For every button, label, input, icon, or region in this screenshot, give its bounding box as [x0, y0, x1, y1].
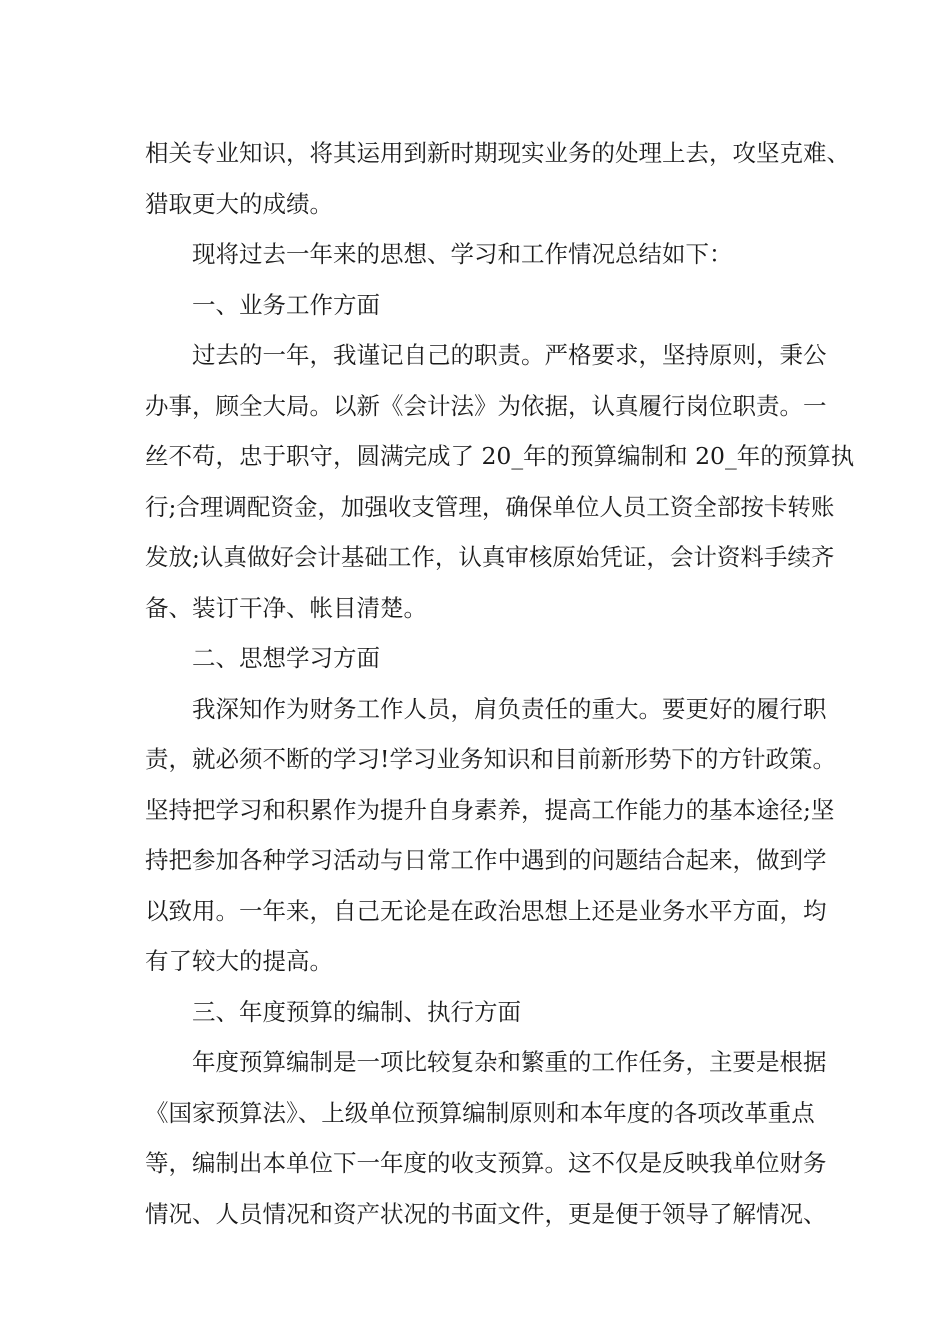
paragraph-line: 发放;认真做好会计基础工作，认真审核原始凭证，会计资料手续齐: [145, 543, 835, 571]
paragraph-line: 相关专业知识，将其运用到新时期现实业务的处理上去，攻坚克难、: [145, 139, 850, 167]
paragraph-line: 有了较大的提高。: [145, 947, 333, 975]
paragraph-line: 年度预算编制是一项比较复杂和繁重的工作任务，主要是根据: [192, 1048, 827, 1076]
paragraph-line: 行;合理调配资金，加强收支管理，确保单位人员工资全部按卡转账: [145, 492, 835, 521]
paragraph-line: 责，就必须不断的学习!学习业务知识和目前新形势下的方针政策。: [145, 745, 836, 773]
paragraph-line: 丝不苟，忠于职守，圆满完成了 20_年的预算编制和 20_年的预算执: [145, 442, 855, 470]
section-heading: 二、思想学习方面: [192, 644, 380, 672]
paragraph-line: 《国家预算法》、上级单位预算编制原则和本年度的各项改革重点: [145, 1098, 815, 1127]
paragraph-line: 持把参加各种学习活动与日常工作中遇到的问题结合起来，做到学: [145, 846, 827, 874]
paragraph-line: 等，编制出本单位下一年度的收支预算。这不仅是反映我单位财务: [145, 1149, 827, 1177]
paragraph-line: 现将过去一年来的思想、学习和工作情况总结如下：: [192, 240, 733, 268]
paragraph-line: 情况、人员情况和资产状况的书面文件，更是便于领导了解情况、: [145, 1199, 827, 1228]
paragraph-line: 以致用。一年来，自己无论是在政治思想上还是业务水平方面，均: [145, 896, 827, 925]
paragraph-line: 猎取更大的成绩。: [145, 189, 333, 218]
paragraph-line: 过去的一年，我谨记自己的职责。严格要求，坚持原则，秉公: [192, 341, 827, 369]
paragraph-line: 坚持把学习和积累作为提升自身素养，提高工作能力的基本途径;坚: [145, 795, 835, 824]
section-heading: 一、业务工作方面: [192, 290, 380, 319]
document-body: [145, 128, 855, 1239]
paragraph-line: 我深知作为财务工作人员，肩负责任的重大。要更好的履行职: [192, 694, 827, 723]
paragraph-line: 备、装订干净、帐目清楚。: [145, 593, 427, 622]
paragraph-line: 办事，顾全大局。以新《会计法》为依据，认真履行岗位职责。一: [145, 391, 827, 420]
section-heading: 三、年度预算的编制、执行方面: [192, 997, 521, 1026]
